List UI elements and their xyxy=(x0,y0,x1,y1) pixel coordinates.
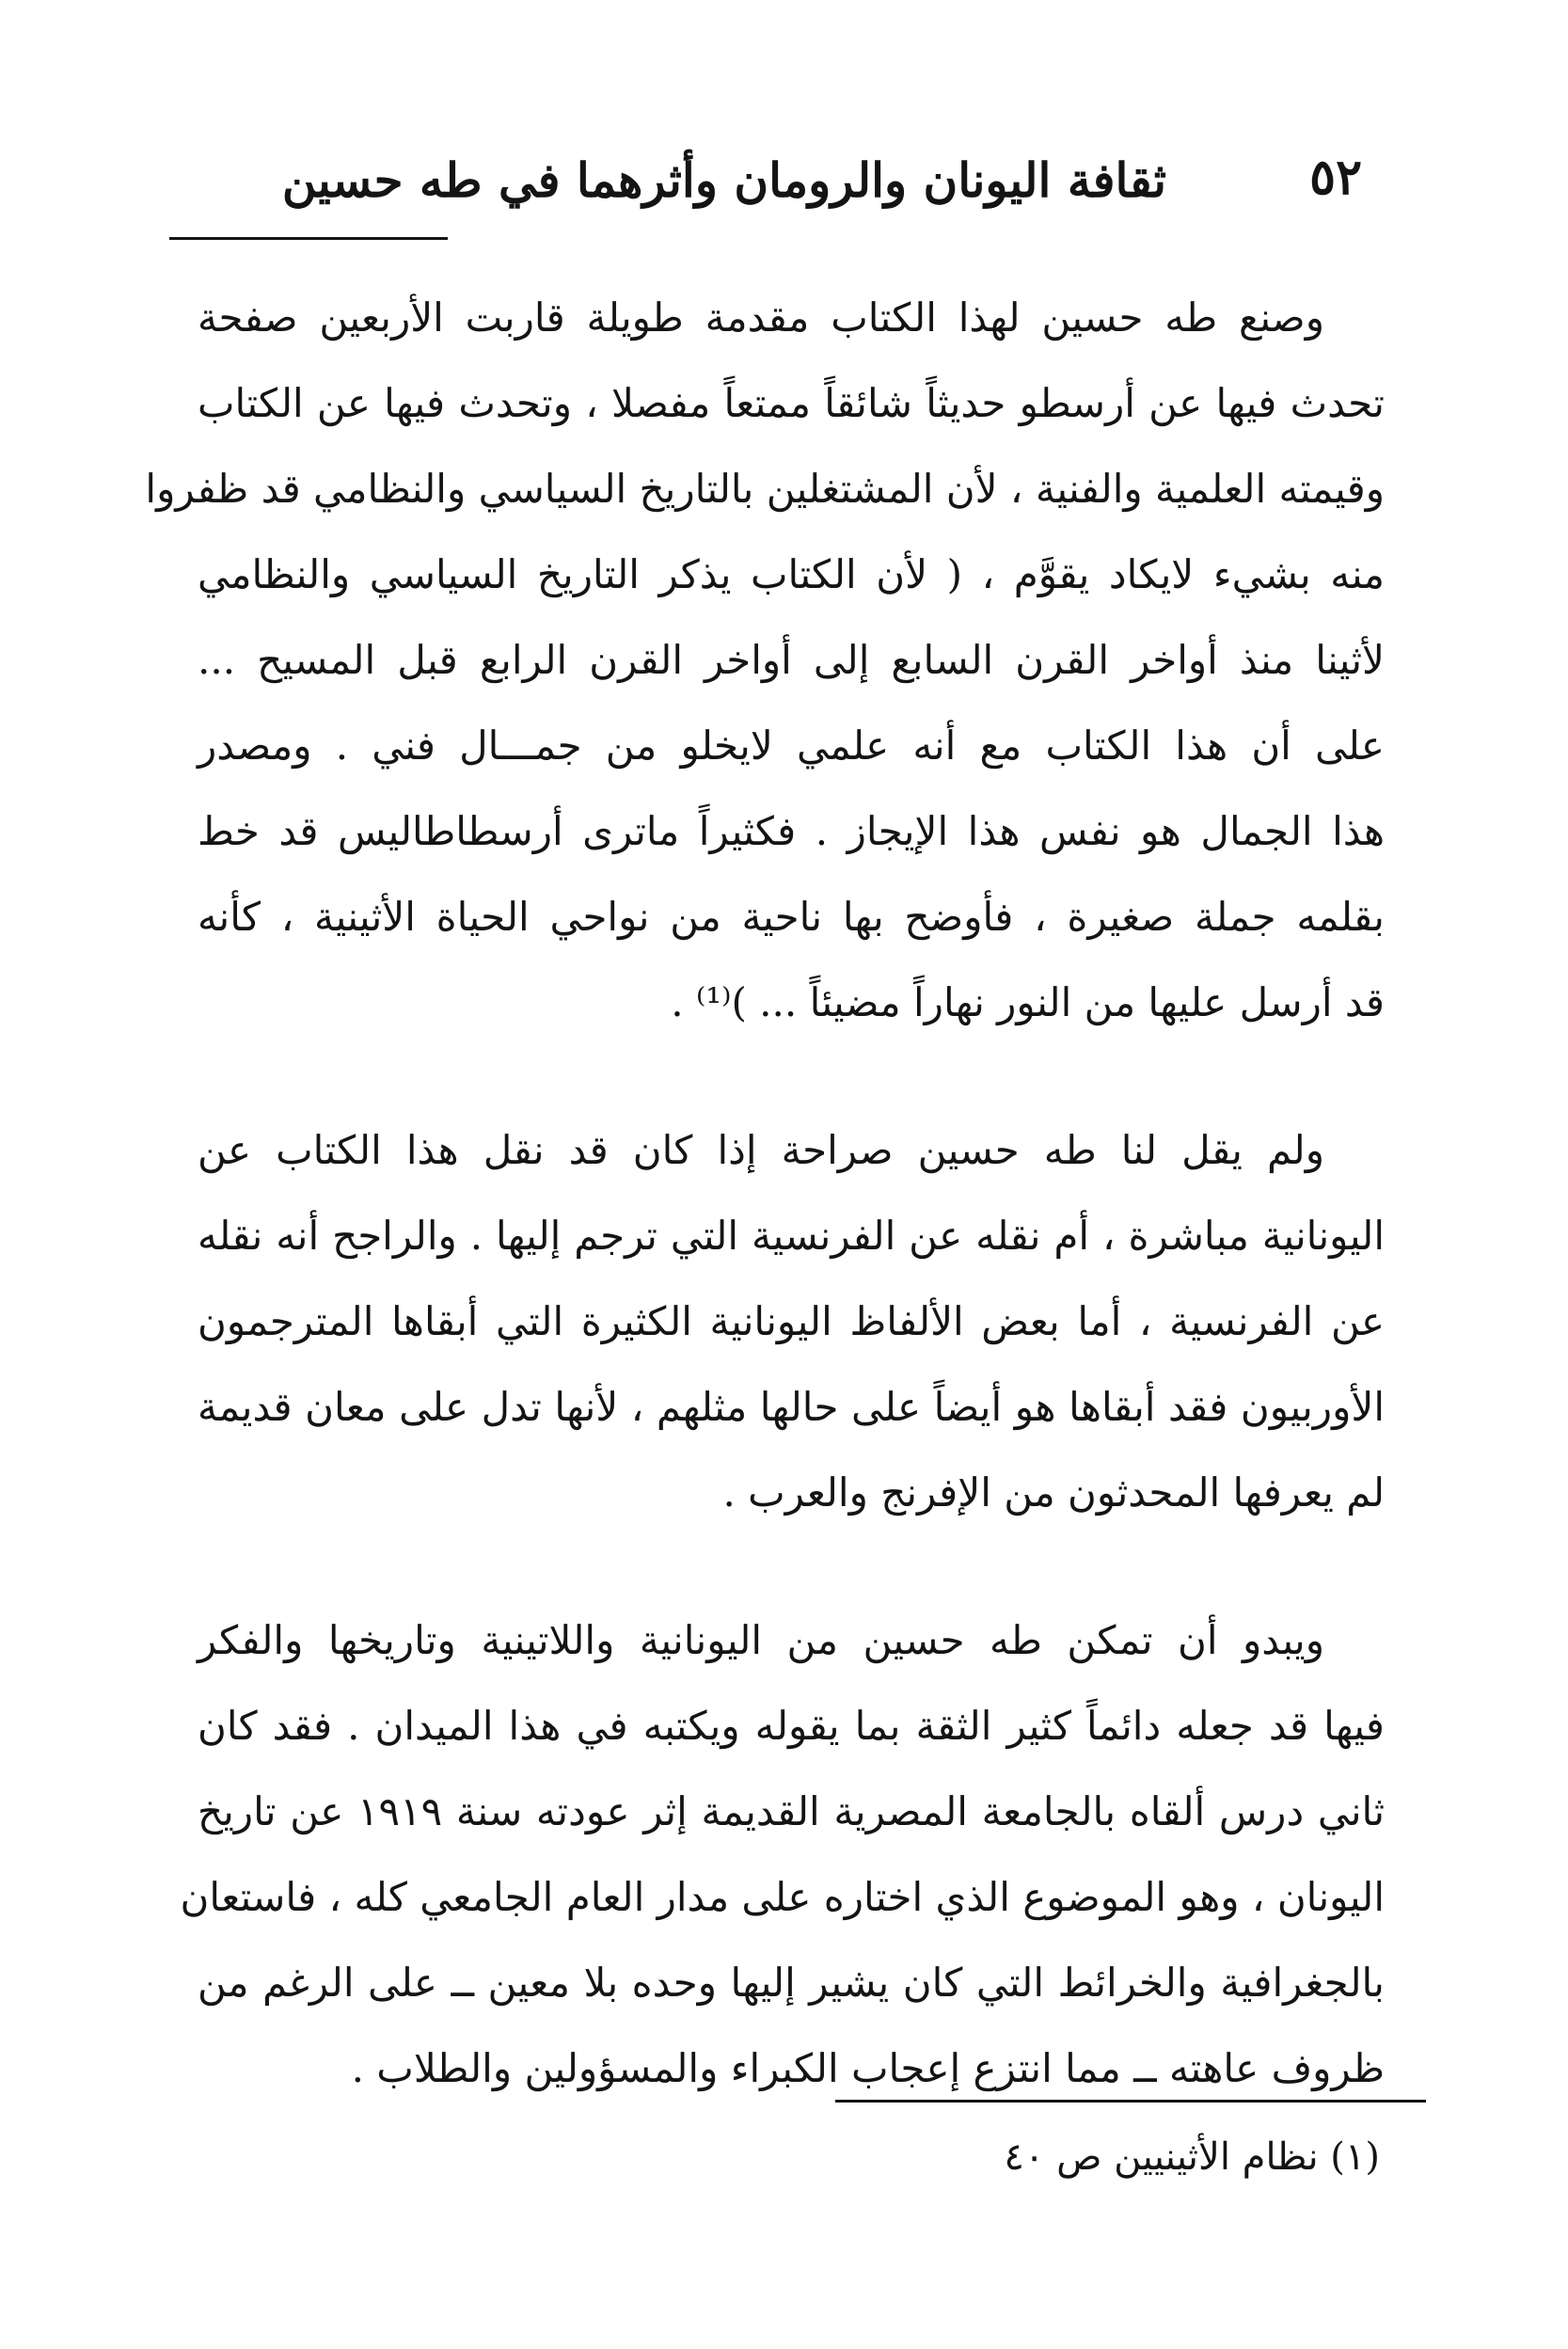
page-header xyxy=(198,141,1383,216)
paragraph-3 xyxy=(180,1597,1386,2111)
text-line: ولم يقل لنا طه حسين صراحة إذا كان قد نقل هذا الكتاب عن xyxy=(198,1127,1324,1173)
paragraph-gap xyxy=(198,1535,1385,1597)
paragraph-2 xyxy=(198,1107,1385,1535)
paragraph-1 xyxy=(145,275,1385,1045)
text-line: بقلمه جملة صغيرة ، فأوضح بها ناحية من نواحي الحياة الأثينية ، كأنه xyxy=(198,894,1385,940)
text-line: لم يعرفها المحدثون من الإفرنج والعرب . xyxy=(722,1469,1385,1516)
footnote: (١) نظام الأثينيين ص ٤٠ xyxy=(1004,2135,1380,2179)
text-line: ويبدو أن تمكن طه حسين من اليونانية واللاتينية وتاريخها والفكر xyxy=(198,1617,1324,1663)
text-line: لأثينا منذ أواخر القرن السابع إلى أواخر القرن الرابع قبل المسيح ... xyxy=(198,637,1385,683)
text-line: فيها قد جعله دائماً كثير الثقة بما يقوله ويكتبه في هذا الميدان . فقد كان xyxy=(198,1703,1385,1749)
text-line: وقيمته العلمية والفنية ، لأن المشتغلين بالتاريخ السياسي والنظامي قد ظفروا xyxy=(145,466,1385,512)
text-line: هذا الجمال هو نفس هذا الإيجاز . فكثيراً ماترى أرسطاطاليس قد خط xyxy=(198,808,1385,854)
text-line: قد أرسل عليها من النور نهاراً مضيئاً ... )⁽¹⁾ . xyxy=(671,979,1385,1025)
text-line: الأوربيون فقد أبقاها هو أيضاً على حالها مثلهم ، لأنها تدل على معان قديمة xyxy=(198,1384,1385,1430)
text-line: اليونانية مباشرة ، أم نقله عن الفرنسية التي ترجم إليها . والراجح أنه نقله xyxy=(198,1213,1386,1259)
text-line: اليونان ، وهو الموضوع الذي اختاره على مدار العام الجامعي كله ، فاستعان xyxy=(180,1874,1385,1920)
text-line: ثاني درس ألقاه بالجامعة المصرية القديمة إثر عودته سنة ١٩١٩ عن تاريخ xyxy=(198,1788,1386,1834)
body-text xyxy=(145,275,1386,2111)
text-line: وصنع طه حسين لهذا الكتاب مقدمة طويلة قاربت الأربعين صفحة xyxy=(198,294,1324,341)
footnote-rule xyxy=(835,2100,1426,2103)
text-line: عن الفرنسية ، أما بعض الألفاظ اليونانية الكثيرة التي أبقاها المترجمون xyxy=(198,1298,1385,1344)
text-line: منه بشيء لايكاد يقوَّم ، ( لأن الكتاب يذكر التاريخ السياسي والنظامي xyxy=(198,551,1385,597)
paragraph-gap xyxy=(198,1045,1385,1107)
page-number: ٥٢ xyxy=(1309,149,1362,206)
running-title: ثقافة اليونان والرومان وأثرهما في طه حسين xyxy=(281,152,1166,208)
text-line: تحدث فيها عن أرسطو حديثاً شائقاً ممتعاً مفصلا ، وتحدث فيها عن الكتاب xyxy=(198,380,1385,426)
header-rule xyxy=(169,237,448,240)
text-line: ظروف عاهته ــ مما انتزع إعجاب الكبراء والمسؤولين والطلاب . xyxy=(351,2045,1385,2091)
text-line: على أن هذا الكتاب مع أنه علمي لايخلو من جمـــال فني . ومصدر xyxy=(198,722,1385,769)
text-line: بالجغرافية والخرائط التي كان يشير إليها وحده بلا معين ــ على الرغم من xyxy=(198,1960,1385,2006)
